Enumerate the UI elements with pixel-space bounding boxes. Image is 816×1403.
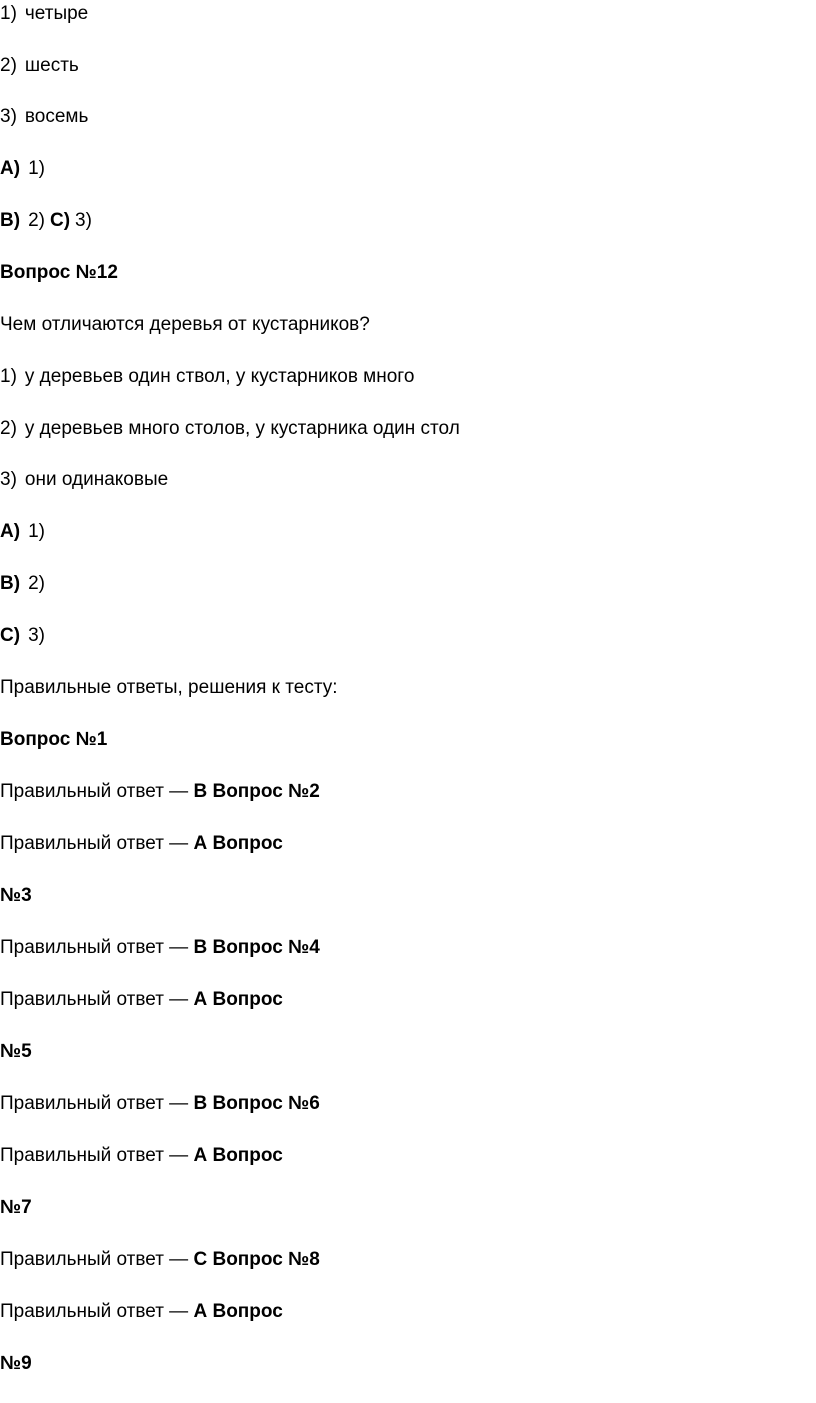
option-number: 1) — [0, 366, 17, 387]
solution-question-number: №7 — [0, 1197, 32, 1218]
answer-value: 1) — [28, 521, 45, 542]
answer-label: В) — [0, 573, 21, 594]
answer-value: 1) — [28, 158, 45, 179]
answer-value: 2) — [28, 573, 45, 594]
solution-prefix: Правильный ответ — — [0, 937, 189, 958]
solution-q1-title: Вопрос №1 — [0, 729, 108, 750]
solution-row — [0, 1247, 320, 1273]
q11-option-1 — [0, 1, 88, 27]
solution-answer: А Вопрос — [193, 833, 283, 854]
answer-label: С) — [0, 625, 21, 646]
answer-label: А) — [0, 521, 21, 542]
option-text: они одинаковые — [24, 469, 169, 490]
q12-option-2 — [0, 416, 460, 442]
solutions-heading: Правильные ответы, решения к тесту: — [0, 677, 338, 698]
answer-value: 3) — [28, 625, 45, 646]
answer-label: С) — [49, 210, 71, 231]
solution-question-number: №3 — [0, 885, 32, 906]
q12-title: Вопрос №12 — [0, 262, 118, 283]
solution-prefix: Правильный ответ — — [0, 1093, 189, 1114]
solution-answer: В Вопрос №2 — [193, 781, 320, 802]
answer-value: 2) — [28, 210, 45, 231]
option-number: 2) — [0, 418, 17, 439]
solution-row — [0, 935, 320, 961]
solution-prefix: Правильный ответ — — [0, 989, 189, 1010]
q11-answer-a — [0, 156, 45, 182]
answer-value: 3) — [75, 210, 92, 231]
answer-label: В) — [0, 210, 21, 231]
option-text: у деревьев много столов, у кустарника один стол — [24, 418, 460, 439]
solution-prefix: Правильный ответ — — [0, 781, 189, 802]
q12-answer-a — [0, 519, 45, 545]
option-number: 3) — [0, 469, 17, 490]
solution-row — [0, 987, 283, 1013]
solution-answer: А Вопрос — [193, 989, 283, 1010]
answer-label: А) — [0, 158, 21, 179]
q11-answer-bc — [0, 208, 92, 234]
solution-question-number: №9 — [0, 1353, 32, 1374]
option-number: 1) — [0, 3, 17, 24]
solution-answer: В Вопрос №6 — [193, 1093, 320, 1114]
solution-prefix: Правильный ответ — — [0, 1145, 189, 1166]
option-text: шесть — [24, 55, 79, 76]
solution-answer: С Вопрос №8 — [193, 1249, 320, 1270]
solution-prefix: Правильный ответ — — [0, 1249, 189, 1270]
solution-question-number: №5 — [0, 1041, 32, 1062]
solution-row — [0, 831, 283, 857]
solution-row — [0, 1299, 283, 1325]
q11-option-2 — [0, 53, 79, 79]
option-number: 3) — [0, 106, 17, 127]
option-text: у деревьев один ствол, у кустарников много — [24, 366, 415, 387]
q11-option-3 — [0, 104, 88, 130]
solution-answer: В Вопрос №4 — [193, 937, 320, 958]
solution-prefix: Правильный ответ — — [0, 833, 189, 854]
solution-row — [0, 779, 320, 805]
option-text: четыре — [24, 3, 89, 24]
solution-answer: А Вопрос — [193, 1145, 283, 1166]
q12-answer-c — [0, 623, 45, 649]
option-text: восемь — [24, 106, 89, 127]
solution-prefix: Правильный ответ — — [0, 1301, 189, 1322]
q12-option-3 — [0, 467, 168, 493]
solution-row — [0, 1143, 283, 1169]
solution-answer: А Вопрос — [193, 1301, 283, 1322]
q12-question: Чем отличаются деревья от кустарников? — [0, 314, 370, 335]
q12-answer-b — [0, 571, 45, 597]
option-number: 2) — [0, 55, 17, 76]
solution-row — [0, 1091, 320, 1117]
q12-option-1 — [0, 364, 414, 390]
